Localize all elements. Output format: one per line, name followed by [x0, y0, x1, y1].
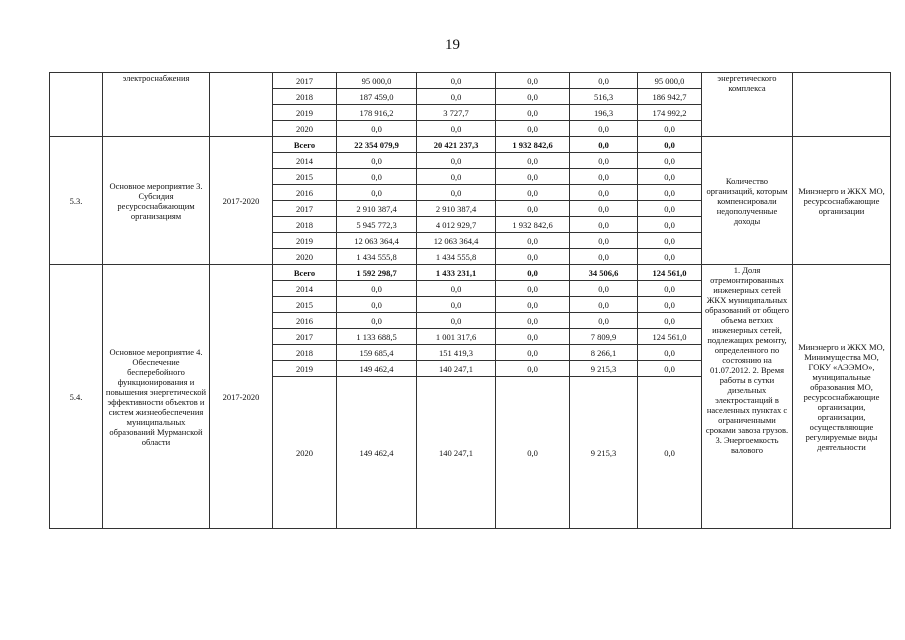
fund-4-cell: 0,0	[638, 313, 702, 329]
fund-2-cell: 0,0	[496, 377, 570, 529]
fund-3-cell: 0,0	[570, 249, 638, 265]
year-cell: 2018	[273, 217, 337, 233]
fund-1-cell: 1 001 317,6	[417, 329, 496, 345]
total-cell: 1 434 555,8	[337, 249, 417, 265]
fund-3-cell: 0,0	[570, 297, 638, 313]
fund-4-cell: 0,0	[638, 361, 702, 377]
fund-3-cell: 9 215,3	[570, 377, 638, 529]
executor-cell: Минэнерго и ЖКХ МО, ресурсоснабжающие организации	[793, 137, 891, 265]
budget-table	[49, 72, 891, 529]
fund-1-cell: 1 433 231,1	[417, 265, 496, 281]
year-cell: 2014	[273, 281, 337, 297]
indicator-cell: Количество организаций, которым компенсировали недополученные доходы	[702, 137, 793, 265]
row-number-cell: 5.4.	[50, 265, 103, 529]
year-cell: 2020	[273, 249, 337, 265]
fund-4-cell: 124 561,0	[638, 329, 702, 345]
fund-2-cell: 0,0	[496, 313, 570, 329]
total-cell: 1 133 688,5	[337, 329, 417, 345]
year-cell: Всего	[273, 265, 337, 281]
fund-3-cell: 0,0	[570, 153, 638, 169]
fund-4-cell: 0,0	[638, 185, 702, 201]
fund-1-cell: 0,0	[417, 185, 496, 201]
year-cell: 2017	[273, 329, 337, 345]
row-number-cell: 5.3.	[50, 137, 103, 265]
fund-3-cell: 0,0	[570, 73, 638, 89]
fund-1-cell: 20 421 237,3	[417, 137, 496, 153]
fund-2-cell: 0,0	[496, 105, 570, 121]
total-cell: 149 462,4	[337, 361, 417, 377]
fund-4-cell: 0,0	[638, 297, 702, 313]
table-row	[50, 137, 891, 153]
year-cell: Всего	[273, 137, 337, 153]
total-cell: 149 462,4	[337, 377, 417, 529]
total-cell: 0,0	[337, 169, 417, 185]
fund-2-cell: 1 932 842,6	[496, 217, 570, 233]
total-cell: 178 916,2	[337, 105, 417, 121]
fund-4-cell: 0,0	[638, 281, 702, 297]
measure-name-cell: Основное мероприятие 3. Субсидия ресурсоснабжающим организациям	[103, 137, 210, 265]
fund-2-cell: 0,0	[496, 345, 570, 361]
year-cell: 2016	[273, 313, 337, 329]
fund-2-cell: 0,0	[496, 89, 570, 105]
fund-2-cell: 0,0	[496, 73, 570, 89]
fund-1-cell: 0,0	[417, 313, 496, 329]
total-cell: 0,0	[337, 153, 417, 169]
fund-4-cell: 0,0	[638, 249, 702, 265]
fund-1-cell: 12 063 364,4	[417, 233, 496, 249]
year-cell: 2019	[273, 361, 337, 377]
fund-1-cell: 0,0	[417, 89, 496, 105]
total-cell: 95 000,0	[337, 73, 417, 89]
fund-4-cell: 174 992,2	[638, 105, 702, 121]
indicator-cell: 1. Доля отремонтированных инженерных сетей ЖКХ муниципальных образований от общего объема ветхих инженерных сетей, подлежащих ремонту, определенного по состоянию на 01.07.2012. 2. Время работы в сутки дизельных электростанций в населенных пунктах с ограниченными сроками завоза грузов. 3. Энергоемкость валового	[702, 265, 793, 529]
fund-4-cell: 0,0	[638, 233, 702, 249]
fund-1-cell: 151 419,3	[417, 345, 496, 361]
total-cell: 0,0	[337, 313, 417, 329]
fund-3-cell: 0,0	[570, 201, 638, 217]
fund-2-cell: 0,0	[496, 329, 570, 345]
fund-3-cell: 0,0	[570, 233, 638, 249]
fund-3-cell: 8 266,1	[570, 345, 638, 361]
fund-1-cell: 1 434 555,8	[417, 249, 496, 265]
fund-3-cell: 516,3	[570, 89, 638, 105]
fund-2-cell: 1 932 842,6	[496, 137, 570, 153]
fund-3-cell: 0,0	[570, 121, 638, 137]
total-cell: 0,0	[337, 185, 417, 201]
fund-4-cell: 0,0	[638, 153, 702, 169]
indicator-cell: энергетического комплекса	[702, 73, 793, 137]
period-cell: 2017-2020	[210, 265, 273, 529]
year-cell: 2018	[273, 345, 337, 361]
fund-3-cell: 0,0	[570, 169, 638, 185]
total-cell: 2 910 387,4	[337, 201, 417, 217]
total-cell: 5 945 772,3	[337, 217, 417, 233]
fund-3-cell: 9 215,3	[570, 361, 638, 377]
year-cell: 2019	[273, 105, 337, 121]
year-cell: 2020	[273, 121, 337, 137]
row-number-cell	[50, 73, 103, 137]
fund-2-cell: 0,0	[496, 201, 570, 217]
fund-2-cell: 0,0	[496, 233, 570, 249]
executor-cell	[793, 73, 891, 137]
fund-4-cell: 0,0	[638, 121, 702, 137]
fund-1-cell: 3 727,7	[417, 105, 496, 121]
year-cell: 2015	[273, 169, 337, 185]
fund-3-cell: 196,3	[570, 105, 638, 121]
fund-2-cell: 0,0	[496, 361, 570, 377]
fund-1-cell: 0,0	[417, 297, 496, 313]
year-cell: 2018	[273, 89, 337, 105]
fund-4-cell: 0,0	[638, 345, 702, 361]
total-cell: 22 354 079,9	[337, 137, 417, 153]
fund-2-cell: 0,0	[496, 169, 570, 185]
fund-4-cell: 95 000,0	[638, 73, 702, 89]
fund-4-cell: 186 942,7	[638, 89, 702, 105]
table-row	[50, 73, 891, 89]
fund-4-cell: 0,0	[638, 137, 702, 153]
fund-2-cell: 0,0	[496, 265, 570, 281]
measure-name-cell: электроснабжения	[103, 73, 210, 137]
fund-1-cell: 4 012 929,7	[417, 217, 496, 233]
year-cell: 2020	[273, 377, 337, 529]
fund-4-cell: 0,0	[638, 377, 702, 529]
fund-1-cell: 0,0	[417, 121, 496, 137]
fund-2-cell: 0,0	[496, 153, 570, 169]
total-cell: 1 592 298,7	[337, 265, 417, 281]
total-cell: 159 685,4	[337, 345, 417, 361]
fund-1-cell: 0,0	[417, 169, 496, 185]
page-number: 19	[445, 37, 460, 53]
fund-4-cell: 0,0	[638, 169, 702, 185]
fund-3-cell: 0,0	[570, 217, 638, 233]
fund-2-cell: 0,0	[496, 249, 570, 265]
fund-1-cell: 0,0	[417, 153, 496, 169]
fund-4-cell: 124 561,0	[638, 265, 702, 281]
year-cell: 2014	[273, 153, 337, 169]
fund-3-cell: 7 809,9	[570, 329, 638, 345]
executor-cell: Минэнерго и ЖКХ МО, Минимущества МО, ГОКУ «АЭЭМО», муниципальные образования МО, ресурсоснабжающие организации, организации, осуществляющие регулируемые виды деятельности	[793, 265, 891, 529]
year-cell: 2017	[273, 201, 337, 217]
year-cell: 2019	[273, 233, 337, 249]
fund-2-cell: 0,0	[496, 281, 570, 297]
fund-1-cell: 0,0	[417, 73, 496, 89]
fund-3-cell: 34 506,6	[570, 265, 638, 281]
total-cell: 12 063 364,4	[337, 233, 417, 249]
fund-3-cell: 0,0	[570, 185, 638, 201]
fund-3-cell: 0,0	[570, 137, 638, 153]
total-cell: 187 459,0	[337, 89, 417, 105]
year-cell: 2017	[273, 73, 337, 89]
year-cell: 2015	[273, 297, 337, 313]
fund-2-cell: 0,0	[496, 185, 570, 201]
period-cell	[210, 73, 273, 137]
table-body	[50, 73, 891, 529]
fund-1-cell: 140 247,1	[417, 377, 496, 529]
fund-3-cell: 0,0	[570, 281, 638, 297]
fund-3-cell: 0,0	[570, 313, 638, 329]
total-cell: 0,0	[337, 121, 417, 137]
fund-1-cell: 2 910 387,4	[417, 201, 496, 217]
table-row	[50, 265, 891, 281]
period-cell: 2017-2020	[210, 137, 273, 265]
fund-1-cell: 0,0	[417, 281, 496, 297]
fund-1-cell: 140 247,1	[417, 361, 496, 377]
total-cell: 0,0	[337, 297, 417, 313]
year-cell: 2016	[273, 185, 337, 201]
total-cell: 0,0	[337, 281, 417, 297]
fund-4-cell: 0,0	[638, 217, 702, 233]
measure-name-cell: Основное мероприятие 4. Обеспечение бесперебойного функционирования и повышения энергетической эффективности объектов и систем жизнеобеспечения муниципальных образований Мурманской области	[103, 265, 210, 529]
fund-2-cell: 0,0	[496, 297, 570, 313]
fund-2-cell: 0,0	[496, 121, 570, 137]
fund-4-cell: 0,0	[638, 201, 702, 217]
